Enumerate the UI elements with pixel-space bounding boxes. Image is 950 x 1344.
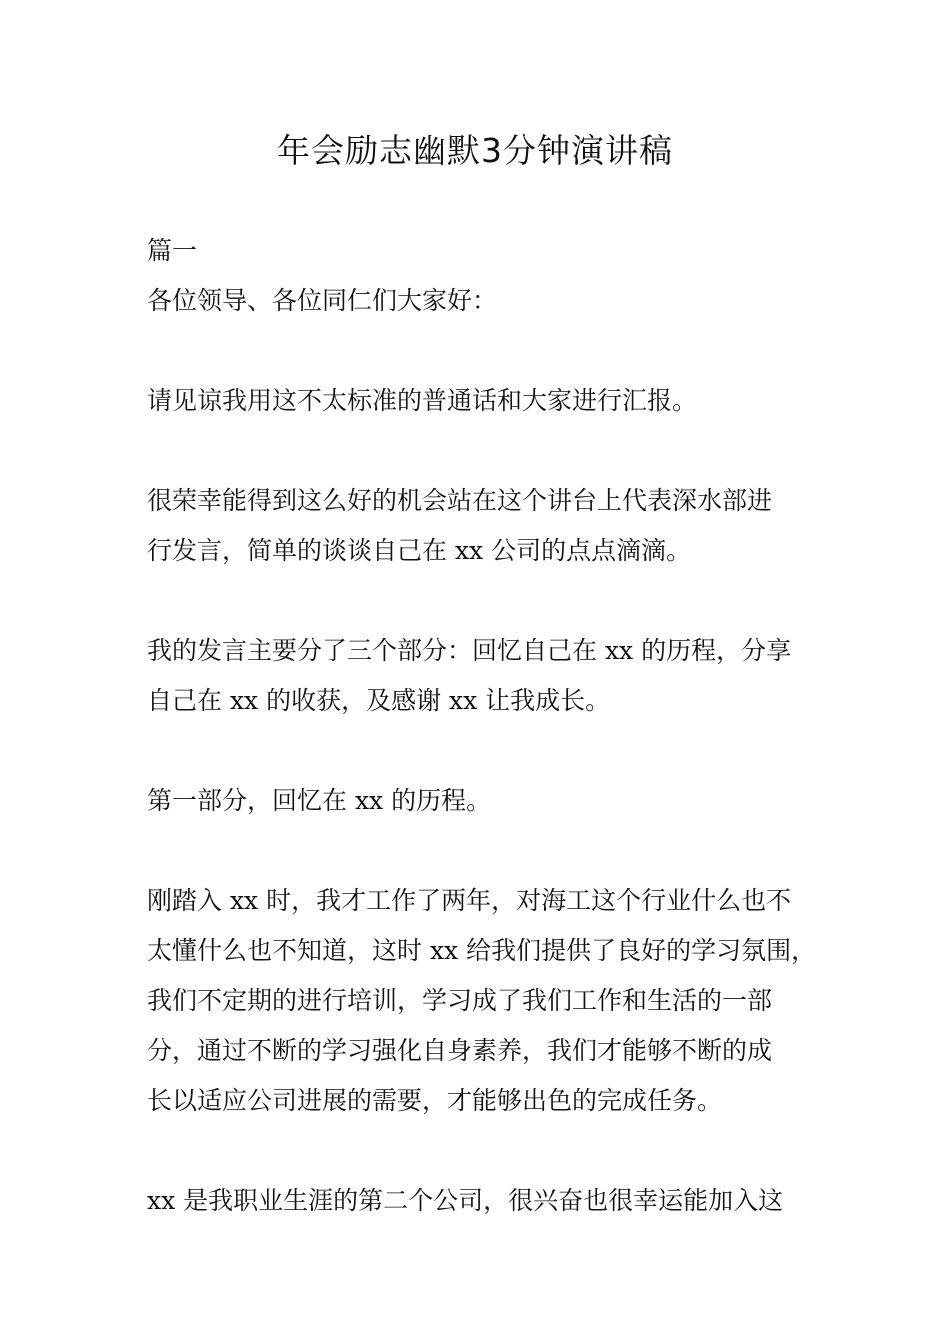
paragraph-part-one-heading (147, 776, 837, 826)
paragraph-line: 太懂什么也不知道，这时 xx 给我们提供了良好的学习氛围， (147, 936, 817, 965)
paragraph-honor (147, 476, 837, 576)
paragraph-line: 很荣幸能得到这么好的机会站在这个讲台上代表深水部进 (147, 486, 773, 515)
paragraph-line: 第一部分，回忆在 xx 的历程。 (147, 786, 492, 815)
paragraph-history (147, 876, 837, 1126)
paragraph-line: 请见谅我用这不太标准的普通话和大家进行汇报。 (147, 386, 698, 415)
paragraph-line: 长以适应公司进展的需要，才能够出色的完成任务。 (147, 1086, 723, 1115)
section-label: 篇一 (147, 236, 198, 265)
paragraph-line: 刚踏入 xx 时，我才工作了两年，对海工这个行业什么也不 (147, 886, 792, 915)
paragraph-line: 我们不定期的进行培训，学习成了我们工作和生活的一部 (147, 986, 773, 1015)
paragraph-outline (147, 626, 837, 726)
paragraph-line: 行发言，简单的谈谈自己在 xx 公司的点点滴滴。 (147, 536, 692, 565)
greeting-line: 各位领导、各位同仁们大家好： (147, 286, 498, 315)
paragraph-apology (147, 376, 837, 426)
paragraph-line: 自己在 xx 的收获，及感谢 xx 让我成长。 (147, 686, 611, 715)
paragraph-line: 分，通过不断的学习强化自身素养，我们才能够不断的成 (147, 1036, 773, 1065)
document-title: 年会励志幽默3分钟演讲稿 (277, 131, 673, 170)
paragraph-line: 我的发言主要分了三个部分：回忆自己在 xx 的历程，分享 (147, 636, 792, 665)
paragraph-line: xx 是我职业生涯的第二个公司，很兴奋也很幸运能加入这 (147, 1186, 784, 1215)
paragraph-career (147, 1176, 837, 1226)
